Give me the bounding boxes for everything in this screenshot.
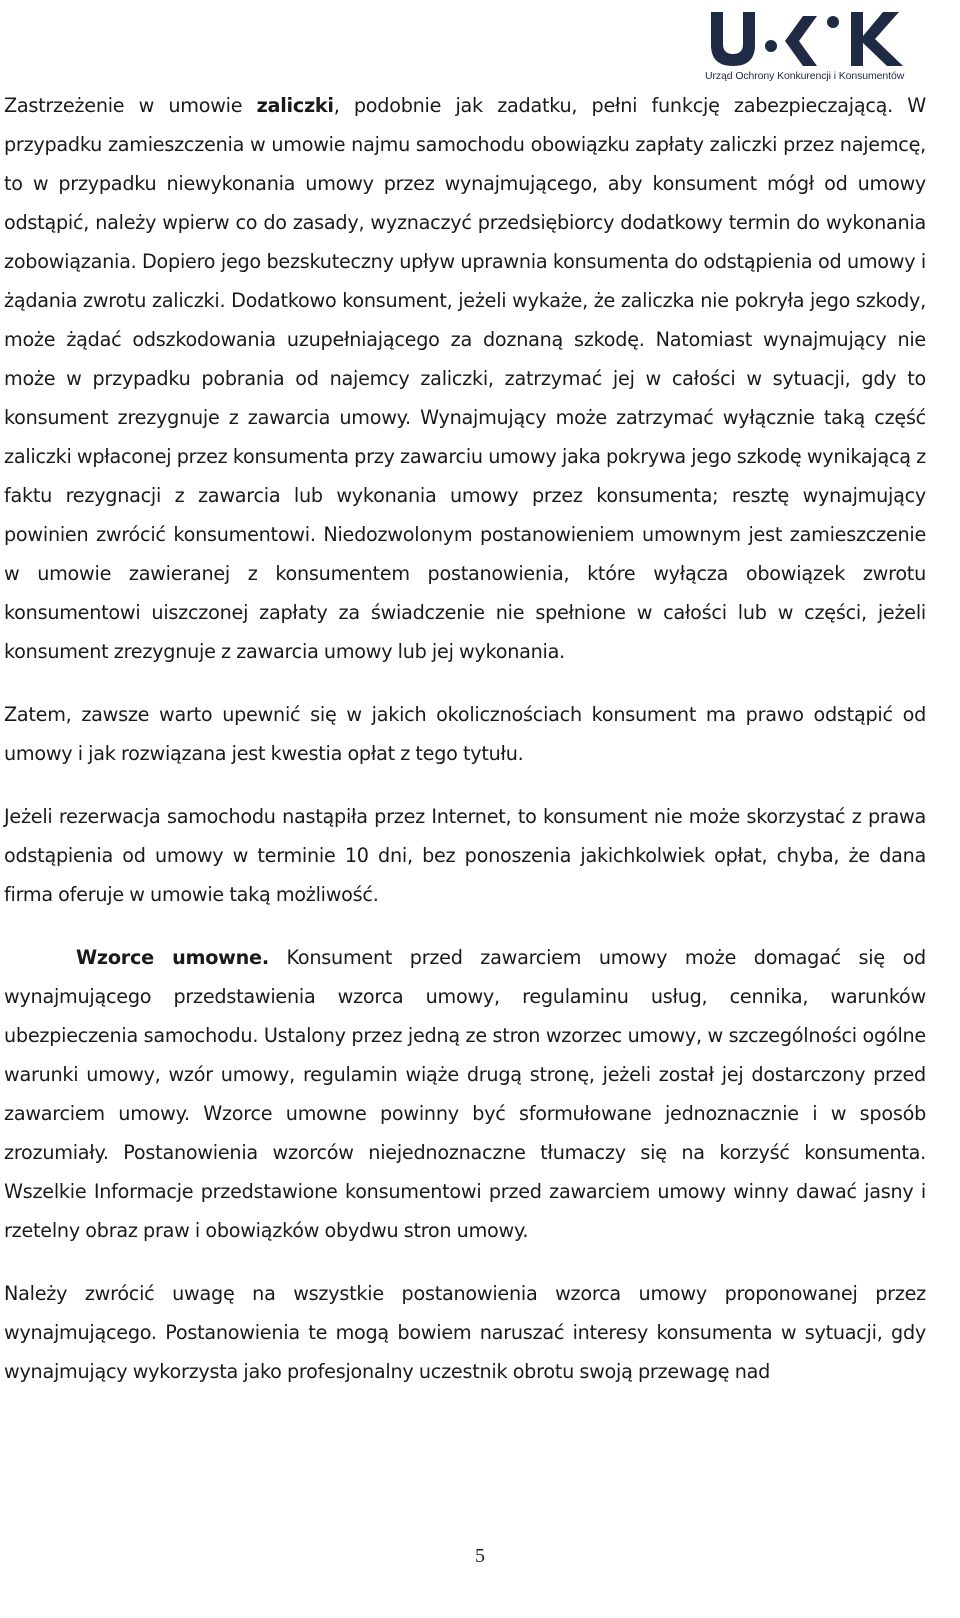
uokik-wordmark-icon xyxy=(705,8,920,70)
paragraph-internet-reservation: Jeżeli rezerwacja samochodu nastąpiła przez Internet, to konsument nie może skorzystać z prawa odstąpienia od umowy w terminie 10 dni, bez ponoszenia jakichkolwiek opłat, chyba, że dana firma oferuje w umowie taką możliwość. xyxy=(4,805,926,906)
paragraph-postanowienia: Należy zwrócić uwagę na wszystkie postanowienia wzorca umowy proponowanej przez wynajmującego. Postanowienia te mogą bowiem naruszać interesy konsumenta w sytuacji, gdy wynajmujący wykorzysta jako profesjonalny uczestnik obrotu swoją przewagę nad xyxy=(4,1282,926,1383)
paragraph-wzorce-text: Konsument przed zawarciem umowy może domagać się od wynajmującego przedstawienia wzorca umowy, regulaminu usług, cennika, warunków ubezpieczenia samochodu. Ustalony przez jedną ze stron wzorzec umowy, w szczególności ogólne warunki umowy, wzór umowy, regulamin wiąże drugą stronę, jeżeli został jej dostarczony przed zawarciem umowy. Wzorce umowne powinny być sformułowane jednoznacznie i w sposób zrozumiały. Postanowienia wzorców niejednoznaczne tłumaczy się na korzyść konsumenta. Wszelkie Informacje przedstawione konsumentowi przed zawarciem umowy winny dawać jasny i rzetelny obraz praw i obowiązków obydwu stron umowy. xyxy=(4,946,926,1242)
page-number: 5 xyxy=(475,1545,485,1567)
paragraph-zaliczka xyxy=(4,86,926,671)
term-zaliczki: zaliczki xyxy=(256,94,334,117)
paragraph-zaliczka-text: , podobnie jak zadatku, pełni funkcję zabezpieczającą. W przypadku zamieszczenia w umowie najmu samochodu obowiązku zapłaty zaliczki przez najemcę, to w przypadku niewykonania umowy przez wynajmującego, aby konsument mógł od umowy odstąpić, należy wpierw co do zasady, wyznaczyć przedsiębiorcy dodatkowy termin do wykonania zobowiązania. Dopiero jego bezskuteczny upływ uprawnia konsumenta do odstąpienia od umowy i żądania zwrotu zaliczki. Dodatkowo konsument, jeżeli wykaże, że zaliczka nie pokryła jego szkody, może żądać odszkodowania uzupełniającego za doznaną szkodę. Natomiast wynajmujący nie może w przypadku pobrania od najemcy zaliczki, zatrzymać jej w całości w sytuacji, gdy to konsument zrezygnuje z zawarcia umowy. Wynajmujący może zatrzymać wyłącznie taką część zaliczki wpłaconej przez konsumenta przy zawarciu umowy jaka pokrywa jego szkodę wynikającą z faktu rezygnacji z zawarcia lub wykonania umowy przez konsumenta; resztę wynajmujący powinien zwrócić konsumentowi. Niedozwolonym postanowieniem umownym jest zamieszczenie w umowie zawieranej z konsumentem postanowienia, które wyłącza obowiązek zwrotu konsumentowi uiszczonej zapłaty za świadczenie nie spełnione w całości lub w części, jeżeli konsument zrezygnuje z zawarcia umowy lub jej wykonania. xyxy=(4,94,926,663)
logo-caption: Urząd Ochrony Konkurencji i Konsumentów xyxy=(705,70,905,82)
paragraph-zatem: Zatem, zawsze warto upewnić się w jakich okolicznościach konsument ma prawo odstąpić od umowy i jak rozwiązana jest kwestia opłat z tego tytułu. xyxy=(4,703,926,765)
document-body xyxy=(4,86,926,1391)
heading-wzorce-umowne: Wzorce umowne. xyxy=(76,946,269,969)
paragraph-zaliczka-intro: Zastrzeżenie w umowie xyxy=(4,94,257,117)
uokik-logo xyxy=(705,8,920,88)
paragraph-wzorce-umowne xyxy=(4,938,926,1250)
